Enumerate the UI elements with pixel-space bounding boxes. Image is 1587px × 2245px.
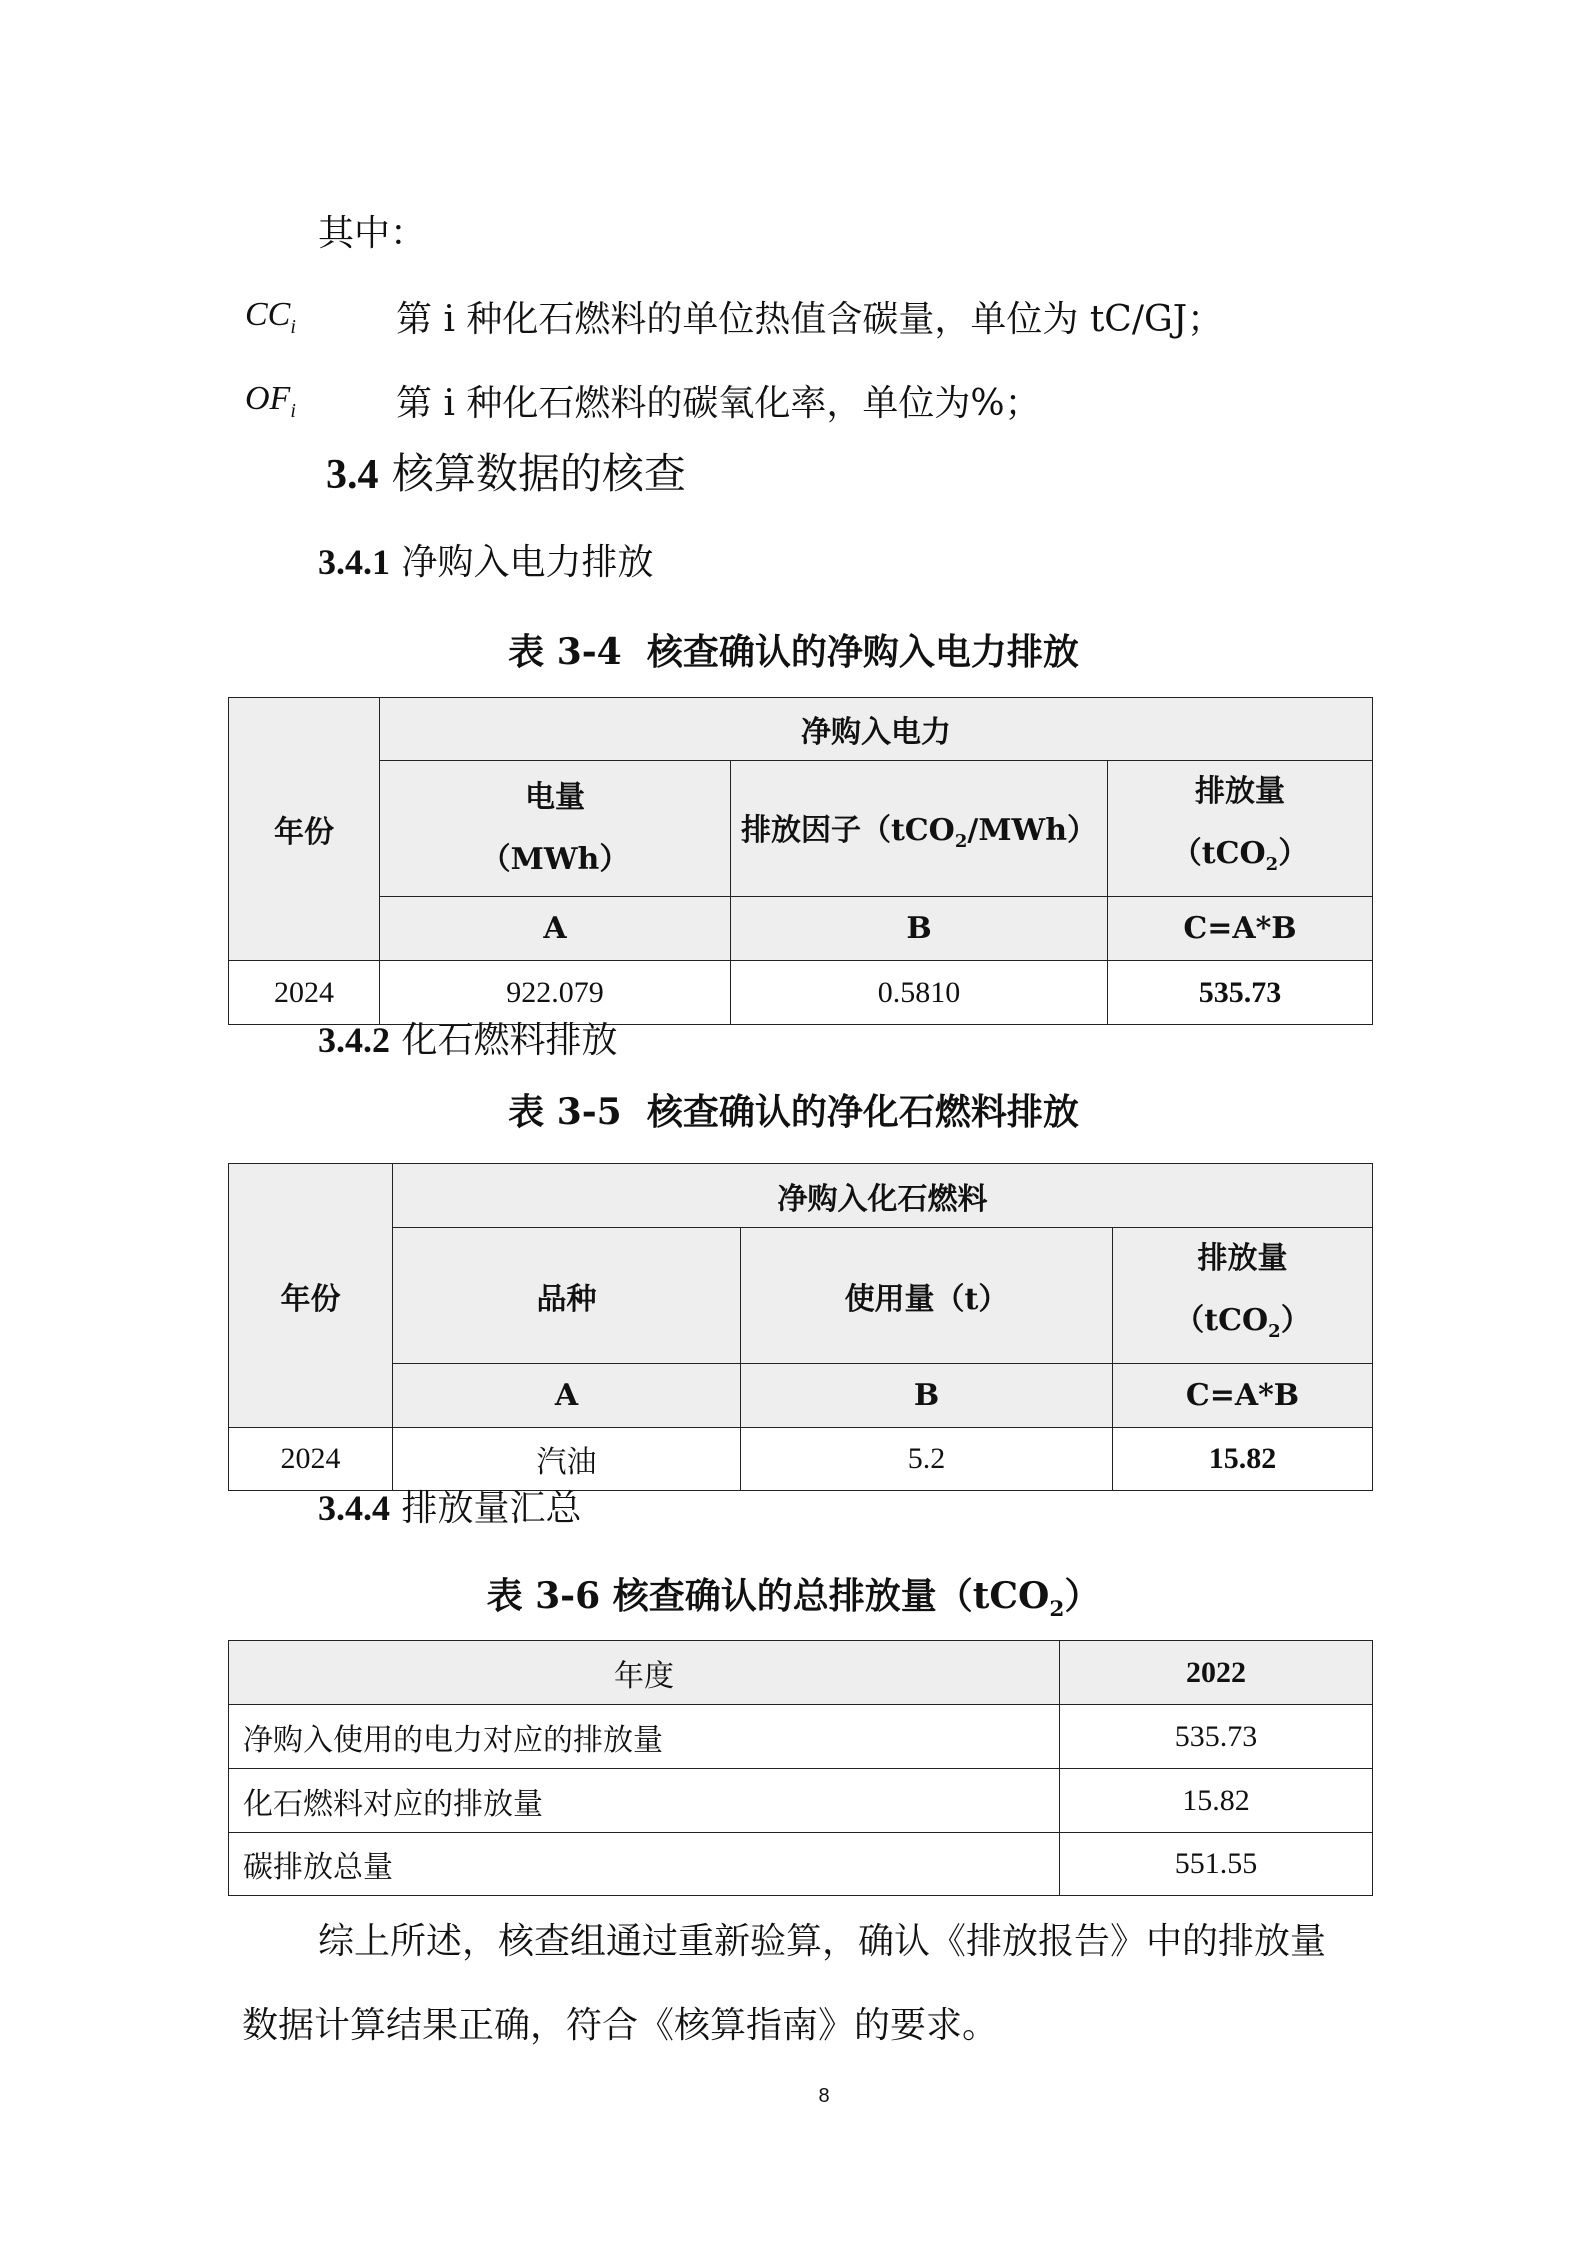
col-electricity-amount: 电量 （MWh） (380, 761, 731, 897)
table-fossil-fuel (228, 1163, 1373, 1491)
row-electricity: 922.079 (380, 961, 731, 1025)
letter-a: A (393, 1364, 741, 1428)
table-electricity (228, 697, 1373, 1025)
table3-caption: 表 3-6 核查确认的总排放量（tCO$_2$） (486, 1575, 1101, 1623)
row-year: 2024 (229, 1428, 393, 1491)
row-value: 535.73 (1060, 1705, 1373, 1769)
letter-b: B (741, 1364, 1113, 1428)
table-total-emission (228, 1640, 1373, 1896)
conclusion-line-1: 综上所述，核查组通过重新验算，确认《排放报告》中的排放量 (318, 1921, 1327, 1962)
page-number: 8 (818, 2085, 830, 2107)
row-fuel: 汽油 (393, 1428, 741, 1491)
row-year: 2024 (229, 961, 380, 1025)
where-label: 其中： (318, 213, 427, 254)
symbol-of: $OF_i$ (245, 380, 296, 422)
conclusion-line-2: 数据计算结果正确，符合《核算指南》的要求。 (242, 2005, 999, 2046)
row-emission: 15.82 (1113, 1428, 1373, 1491)
table1-caption: 表 3-4 核查确认的净购入电力排放 (508, 631, 1079, 673)
row-factor: 0.5810 (731, 961, 1108, 1025)
letter-b: B (731, 897, 1108, 961)
year-header: 年份 (229, 698, 380, 961)
letter-c: C=A*B (1108, 897, 1373, 961)
subsection-heading-2: 3.4.2 化石燃料排放 (318, 1020, 618, 1061)
col-emission-factor: 排放因子（tCO$_2$/MWh） (731, 761, 1108, 897)
row-label: 净购入使用的电力对应的排放量 (229, 1705, 1060, 1769)
row-label: 碳排放总量 (229, 1833, 1060, 1896)
row-emission: 535.73 (1108, 961, 1373, 1025)
subsection-heading-1: 3.4.1 净购入电力排放 (318, 542, 654, 583)
group-header: 净购入化石燃料 (393, 1164, 1373, 1228)
year-header: 年份 (229, 1164, 393, 1428)
row-value: 15.82 (1060, 1769, 1373, 1833)
row-value: 551.55 (1060, 1833, 1373, 1896)
definition-cc: 第 i 种化石燃料的单位热值含碳量，单位为 tC/GJ； (396, 299, 1224, 340)
col-emission-amount: 排放量 （tCO$_2$） (1113, 1228, 1373, 1364)
col-usage: 使用量（t） (741, 1228, 1113, 1364)
header-label: 年度 (229, 1641, 1060, 1705)
row-usage: 5.2 (741, 1428, 1113, 1491)
symbol-cc: $CC_i$ (245, 296, 296, 338)
subsection-heading-3: 3.4.4 排放量汇总 (318, 1488, 582, 1529)
letter-a: A (380, 897, 731, 961)
table2-caption: 表 3-5 核查确认的净化石燃料排放 (508, 1091, 1079, 1133)
col-emission-amount: 排放量 （tCO$_2$） (1108, 761, 1373, 897)
section-heading: 3.4 核算数据的核查 (326, 449, 686, 498)
header-year: 2022 (1060, 1641, 1373, 1705)
letter-c: C=A*B (1113, 1364, 1373, 1428)
group-header: 净购入电力 (380, 698, 1373, 761)
row-label: 化石燃料对应的排放量 (229, 1769, 1060, 1833)
col-fuel-type: 品种 (393, 1228, 741, 1364)
definition-of: 第 i 种化石燃料的碳氧化率，单位为%； (396, 383, 1041, 424)
